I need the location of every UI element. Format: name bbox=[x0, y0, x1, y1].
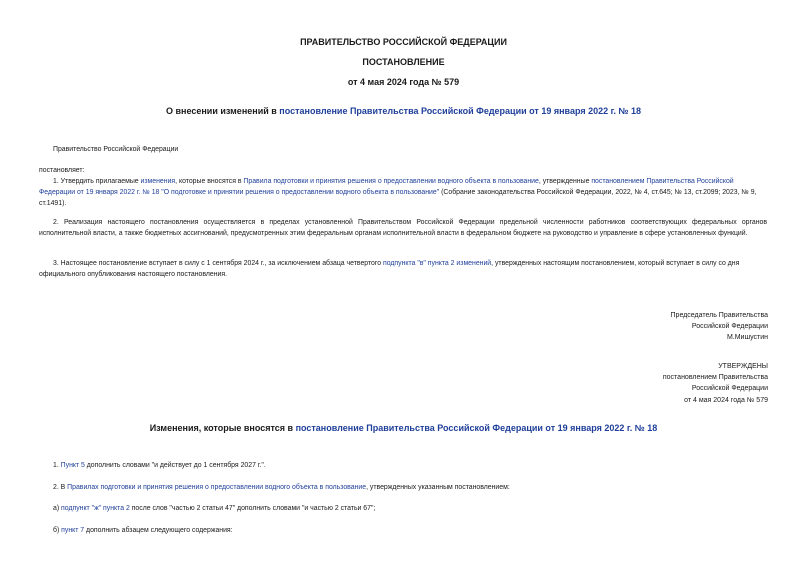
rules-link-2[interactable]: Правилах подготовки и принятия решения о предоставлении водного объекта в пользование bbox=[67, 484, 367, 491]
change-item-text: а) bbox=[53, 505, 62, 512]
signature-position: Председатель Правительства bbox=[670, 312, 768, 319]
change-item-text: 2. В bbox=[53, 484, 68, 491]
changes-title-prefix: Изменения, которые вносятся в bbox=[149, 423, 296, 433]
paragraph-1-text: (Собрание законодательства Российской Федерации, 2022, № 4, ст.645; № 13, ст.2099; 2023, № 9, ст.1491). bbox=[39, 189, 757, 208]
document-title bbox=[0, 106, 807, 116]
point-5-link[interactable]: Пункт 5 bbox=[60, 462, 85, 469]
decrees-word: постановляет: bbox=[39, 167, 85, 174]
changes-title bbox=[0, 423, 807, 433]
rules-link[interactable]: Правила подготовки и принятия решения о предоставлении водного объекта в пользование bbox=[243, 178, 539, 185]
approved-line-2: Российской Федерации bbox=[691, 385, 768, 393]
subparagraph-link[interactable]: подпункта "в" пункта 2 изменений bbox=[382, 260, 492, 267]
approved-label: УТВЕРЖДЕНЫ bbox=[718, 363, 768, 370]
change-item-text: , утвержденных указанным постановлением: bbox=[366, 484, 510, 491]
change-item-text: после слов "частью 2 статьи 47" дополнить словами "и частью 2 статьи 67"; bbox=[129, 505, 376, 512]
signature-name: М.Мишустин bbox=[726, 334, 768, 342]
document-type: ПОСТАНОВЛЕНИЕ bbox=[362, 57, 445, 67]
change-item-text: 1. bbox=[53, 462, 61, 469]
change-item-text: б) bbox=[53, 527, 62, 534]
paragraph-1-text: 1. Утвердить прилагаемые bbox=[53, 178, 141, 185]
point-7-link[interactable]: пункт 7 bbox=[61, 527, 85, 534]
approved-block bbox=[663, 361, 768, 406]
changes-link[interactable]: изменения bbox=[140, 178, 176, 185]
paragraph-1 bbox=[39, 176, 767, 210]
government-heading: ПРАВИТЕЛЬСТВО РОССИЙСКОЙ ФЕДЕРАЦИИ bbox=[300, 37, 507, 47]
paragraph-1-text: , утвержденные bbox=[538, 178, 592, 185]
change-item-2 bbox=[53, 484, 510, 491]
document-date: от 4 мая 2024 года № 579 bbox=[347, 77, 460, 87]
paragraph-3 bbox=[39, 258, 767, 280]
approved-line-3: от 4 мая 2024 года № 579 bbox=[684, 396, 768, 404]
paragraph-2: 2. Реализация настоящего постановления осуществляется в пределах установленной Правительством Российской Федерации предельной численности работников соответствующих федеральных органов исполнительной власти, а также бюджетных ассигнований, предусмотренных этим федеральным органам исполнительной власти в федеральном бюджете на руководство и управление в сфере установленных функций. bbox=[39, 219, 767, 238]
change-item-4 bbox=[53, 527, 233, 534]
issuer: Правительство Российской Федерации bbox=[53, 146, 179, 153]
paragraph-1-text: , которые вносятся в bbox=[175, 178, 244, 185]
change-item-3 bbox=[53, 505, 375, 512]
change-item-text: дополнить абзацем следующего содержания: bbox=[84, 527, 233, 534]
signature-position-2: Российской Федерации bbox=[691, 323, 768, 331]
change-item-text: дополнить словами "и действует до 1 сентября 2027 г.". bbox=[84, 462, 266, 469]
decree-18-link[interactable]: постановлением Правительства Российской Федерации от 19 января 2022 г. № 18 "О подготовке и принятии решения о предоставлении водного объекта в пользование" bbox=[39, 178, 734, 197]
paragraph-3-text: , утвержденных настоящим постановлением, который вступает в силу со дня официального опубликования настоящего постановления. bbox=[39, 260, 740, 279]
decree-link[interactable]: постановление Правительства Российской Федерации от 19 января 2022 г. № 18 bbox=[279, 106, 641, 116]
signature-block bbox=[671, 310, 768, 344]
change-item-1 bbox=[53, 462, 266, 469]
paragraph-3-text: 3. Настоящее постановление вступает в силу с 1 сентября 2024 г., за исключением абзаца четвертого bbox=[53, 260, 383, 267]
document-title-prefix: О внесении изменений в bbox=[166, 106, 280, 116]
changes-decree-link[interactable]: постановление Правительства Российской Федерации от 19 января 2022 г. № 18 bbox=[295, 423, 658, 433]
subpoint-zh-link[interactable]: подпункт "ж" пункта 2 bbox=[61, 505, 130, 512]
approved-line-1: постановлением Правительства bbox=[662, 374, 768, 382]
